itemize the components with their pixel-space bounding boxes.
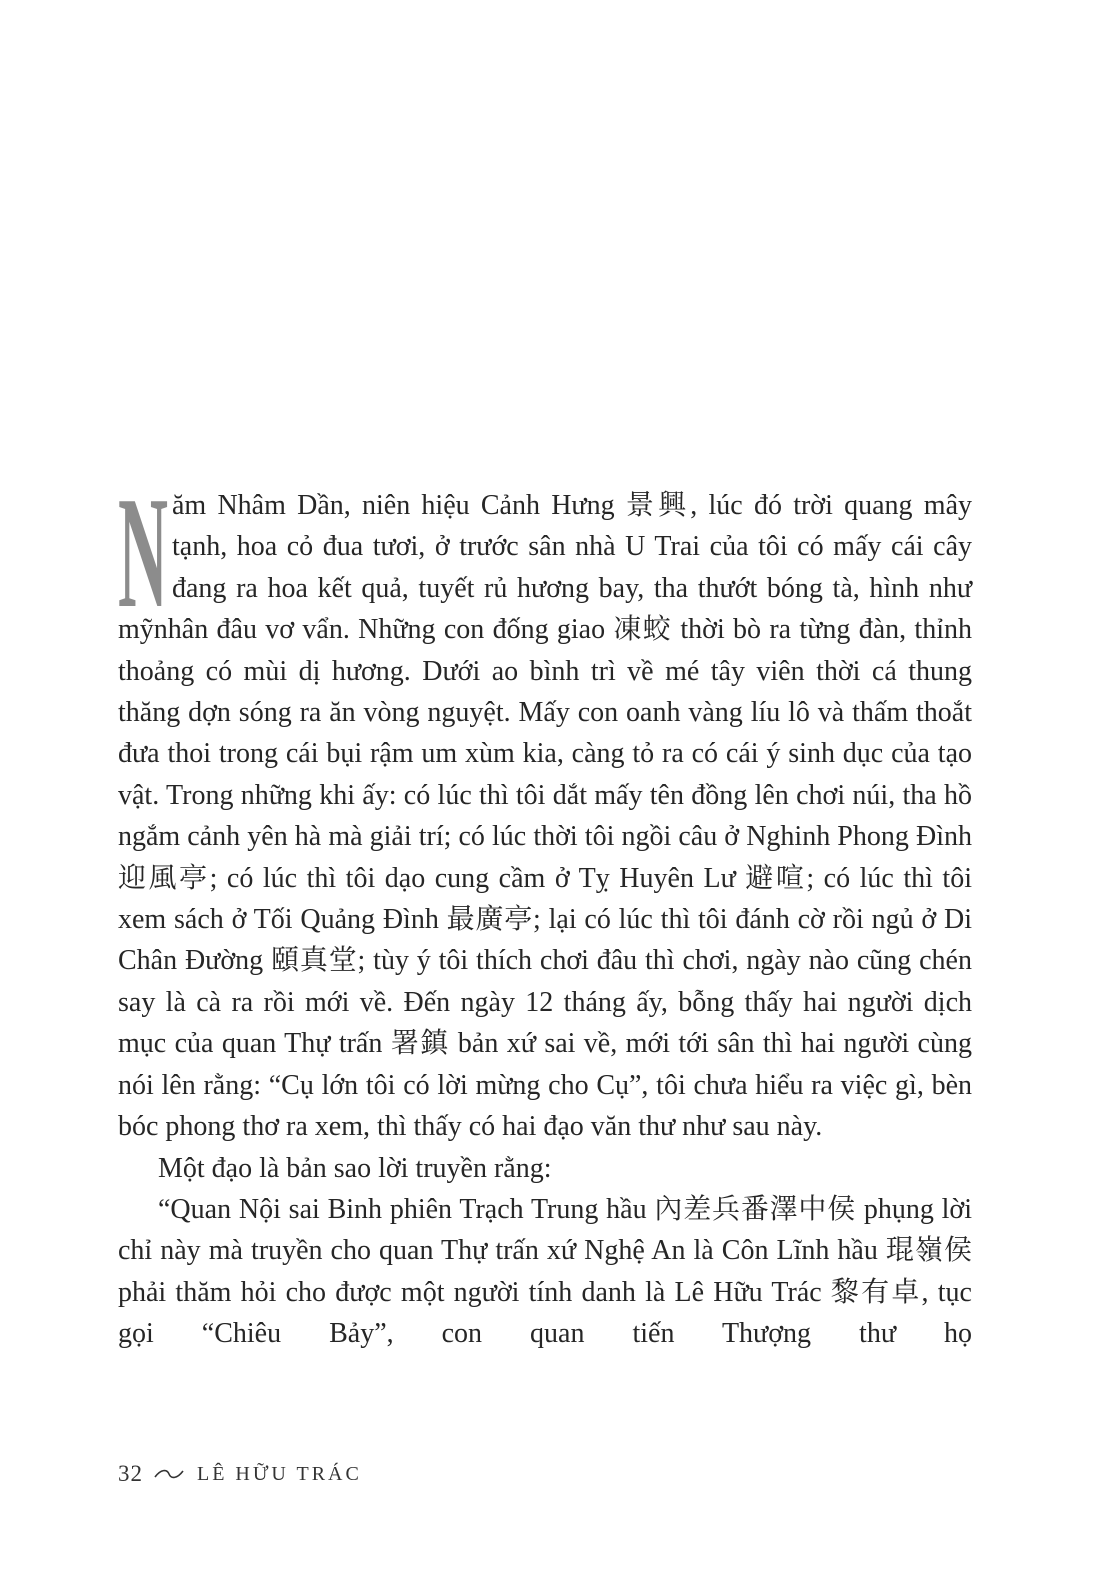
- page-footer: [118, 1459, 362, 1489]
- drop-cap-glyph: N: [118, 463, 168, 641]
- page-number: 32: [118, 1461, 143, 1486]
- tilde-ornament-icon: [153, 1467, 185, 1481]
- paragraph-opening: ăm Nhâm Dần, niên hiệu Cảnh Hưng 景興, lúc đó trời quang mây tạnh, hoa cỏ đua tươi, ở trước sân nhà U Trai của tôi có mấy cái cây đang ra hoa kết quả, tuyết rủ hương bay, tha thướt bóng tà, hình như mỹnhân đâu vơ vẩn. Những con đống giao 凍蛟 thời bò ra từng đàn, thỉnh thoảng có mùi dị hương. Dưới ao bình trì về mé tây viên thời cá thung thăng dợn sóng ra ăn vòng nguyệt. Mấy con oanh vàng líu lô và thấm thoắt đưa thoi trong cái bụi rậm um xùm kia, càng tỏ ra có cái ý sinh dục của tạo vật. Trong những khi ấy: có lúc thì tôi dắt mấy tên đồng lên chơi núi, tha hồ ngắm cảnh yên hà mà giải trí; có lúc thời tôi ngồi câu ở Nghinh Phong Đình 迎風亭; có lúc thì tôi dạo cung cầm ở Tỵ Huyên Lư 避喧; có lúc thì tôi xem sách ở Tối Quảng Đình 最廣亭; lại có lúc thì tôi đánh cờ rồi ngủ ở Di Chân Đường 頤真堂; tùy ý tôi thích chơi đâu thì chơi, ngày nào cũng chén say là cà ra rồi mới về. Đến ngày 12 tháng ấy, bỗng thấy hai người dịch mục của quan Thự trấn 署鎮 bản xứ sai về, mới tới sân thì hai người cùng nói lên rằng: “Cụ lớn tôi có lời mừng cho Cụ”, tôi chưa hiểu ra việc gì, bèn bóc phong thơ ra xem, thì thấy có hai đạo văn thư như sau này.: [118, 490, 972, 1143]
- body-text: [118, 463, 972, 1355]
- drop-cap: [118, 463, 168, 641]
- running-footer-author: LÊ HỮU TRÁC: [197, 1462, 362, 1485]
- drop-cap-letter: [118, 463, 168, 641]
- paragraph-decree-text: “Quan Nội sai Binh phiên Trạch Trung hầu 內差兵番澤中侯 phụng lời chỉ này mà truyền cho quan Thự trấn xứ Nghệ An là Côn Lĩnh hầu 琨嶺侯 phải thăm hỏi cho được một người tính danh là Lê Hữu Trác 黎有卓, tục gọi “Chiêu Bảy”, con quan tiến Thượng thư họ: [118, 1193, 972, 1350]
- paragraph-decree-intro: Một đạo là bản sao lời truyền rằng:: [158, 1152, 552, 1184]
